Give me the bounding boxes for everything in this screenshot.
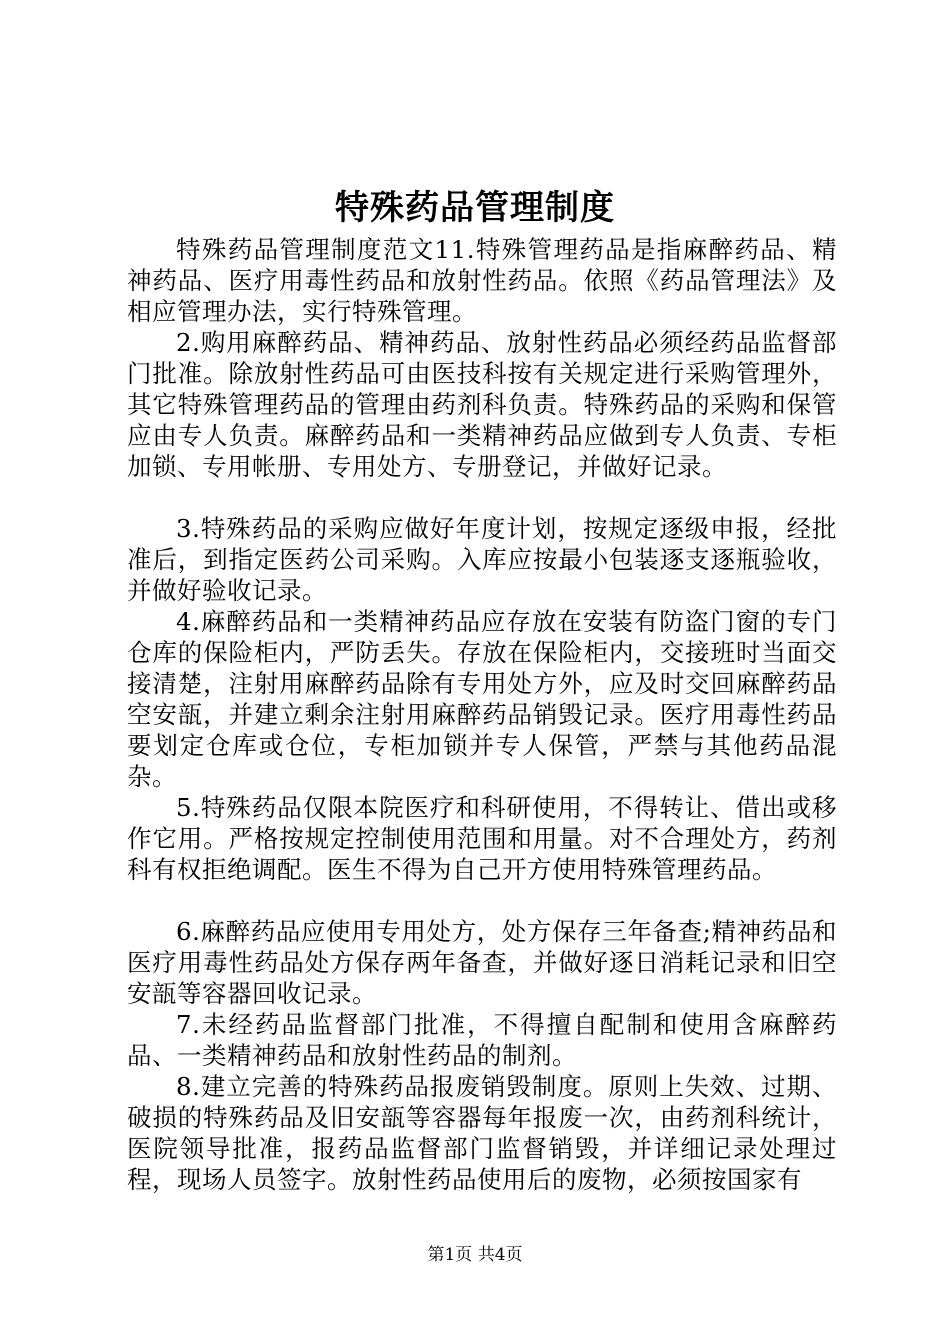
- page-title: 特殊药品管理制度: [335, 188, 615, 228]
- paragraph-6: 6.麻醉药品应使用专用处方，处方保存三年备查;精神药品和医疗用毒性药品处方保存两年备查，并做好逐日消耗记录和旧空安瓿等容器回收记录。: [127, 917, 837, 1008]
- paragraph-1: 特殊药品管理制度范文11.特殊管理药品是指麻醉药品、精神药品、医疗用毒性药品和放射性药品。依照《药品管理法》及相应管理办法，实行特殊管理。: [127, 235, 837, 326]
- paragraph-7: 7.未经药品监督部门批准，不得擅自配制和使用含麻醉药品、一类精神药品和放射性药品的制剂。: [127, 1010, 837, 1070]
- document-body: [127, 234, 837, 1195]
- paragraph-8: 8.建立完善的特殊药品报废销毁制度。原则上失效、过期、破损的特殊药品及旧安瓿等容器每年报废一次，由药剂科统计，医院领导批准，报药品监督部门监督销毁，并详细记录处理过程，现场人员签字。放射性药品使用后的废物，必须按国家有: [127, 1072, 837, 1194]
- paragraph-5: 5.特殊药品仅限本院医疗和科研使用，不得转让、借出或移作它用。严格按规定控制使用范围和用量。对不合理处方，药剂科有权拒绝调配。医生不得为自己开方使用特殊管理药品。: [127, 793, 837, 884]
- page-footer: 第1页 共4页: [427, 1245, 523, 1265]
- paragraph-2: 2.购用麻醉药品、精神药品、放射性药品必须经药品监督部门批准。除放射性药品可由医技科按有关规定进行采购管理外，其它特殊管理药品的管理由药剂科负责。特殊药品的采购和保管应由专人负责。麻醉药品和一类精神药品应做到专人负责、专柜加锁、专用帐册、专用处方、专册登记，并做好记录。: [127, 328, 837, 481]
- paragraph-4: 4.麻醉药品和一类精神药品应存放在安装有防盗门窗的专门仓库的保险柜内，严防丢失。存放在保险柜内，交接班时当面交接清楚，注射用麻醉药品除有专用处方外，应及时交回麻醉药品空安瓿，并建立剩余注射用麻醉药品销毁记录。医疗用毒性药品要划定仓库或仓位，专柜加锁并专人保管，严禁与其他药品混杂。: [127, 607, 837, 791]
- paragraph-3: 3.特殊药品的采购应做好年度计划，按规定逐级申报，经批准后，到指定医药公司采购。入库应按最小包装逐支逐瓶验收，并做好验收记录。: [127, 514, 837, 605]
